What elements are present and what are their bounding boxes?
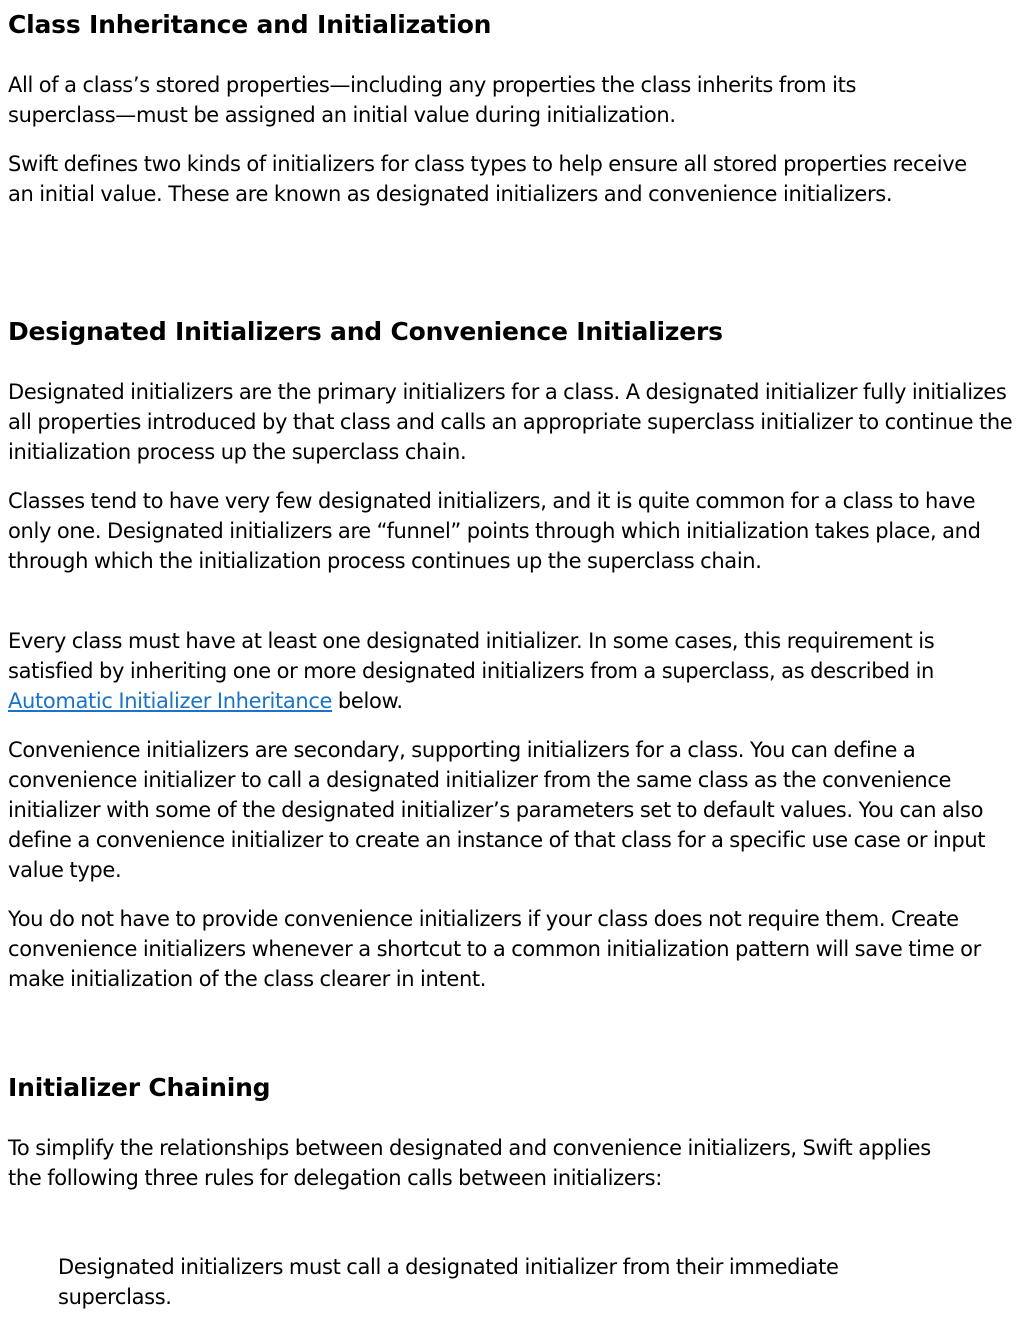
section-heading-initializer-chaining: Initializer Chaining bbox=[8, 1073, 271, 1102]
paragraph: Swift defines two kinds of initializers for class types to help ensure all stored properties receive an initial value. These are known as designated initializers and convenience initializers. bbox=[8, 152, 967, 206]
paragraph-with-link bbox=[8, 626, 1020, 716]
paragraph-text: below. bbox=[332, 689, 403, 713]
paragraph: You do not have to provide convenience initializers if your class does not require them. Create convenience initializers whenever a shortcut to a common initialization pattern will save time or make initialization of the class clearer in intent. bbox=[8, 907, 981, 991]
paragraph: Convenience initializers are secondary, supporting initializers for a class. You can define a convenience initializer to call a designated initializer from the same class as the convenience initializer with some of the designated initializer’s parameters set to default values. You can also define a convenience initializer to create an instance of that class for a specific use case or input value type. bbox=[8, 738, 986, 882]
paragraph: All of a class’s stored properties—including any properties the class inherits from its superclass—must be assigned an initial value during initialization. bbox=[8, 73, 857, 127]
paragraph: Classes tend to have very few designated initializers, and it is quite common for a class to have only one. Designated initializers are “funnel” points through which initialization takes place, and through which the initialization process continues up the superclass chain. bbox=[8, 489, 981, 573]
section-heading-designated-convenience: Designated Initializers and Convenience Initializers bbox=[8, 317, 723, 346]
section-heading-class-inheritance: Class Inheritance and Initialization bbox=[8, 10, 492, 39]
rule-item: Designated initializers must call a designated initializer from their immediate superclass. bbox=[58, 1255, 839, 1309]
paragraph-text: Every class must have at least one designated initializer. In some cases, this requirement is satisfied by inheriting one or more designated initializers from a superclass, as described in bbox=[8, 629, 935, 683]
paragraph: Designated initializers are the primary initializers for a class. A designated initializer fully initializes all properties introduced by that class and calls an appropriate superclass initializer to continue the initialization process up the superclass chain. bbox=[8, 380, 1013, 464]
paragraph: To simplify the relationships between designated and convenience initializers, Swift applies the following three rules for delegation calls between initializers: bbox=[8, 1136, 931, 1190]
automatic-initializer-inheritance-link[interactable]: Automatic Initializer Inheritance bbox=[8, 689, 333, 713]
